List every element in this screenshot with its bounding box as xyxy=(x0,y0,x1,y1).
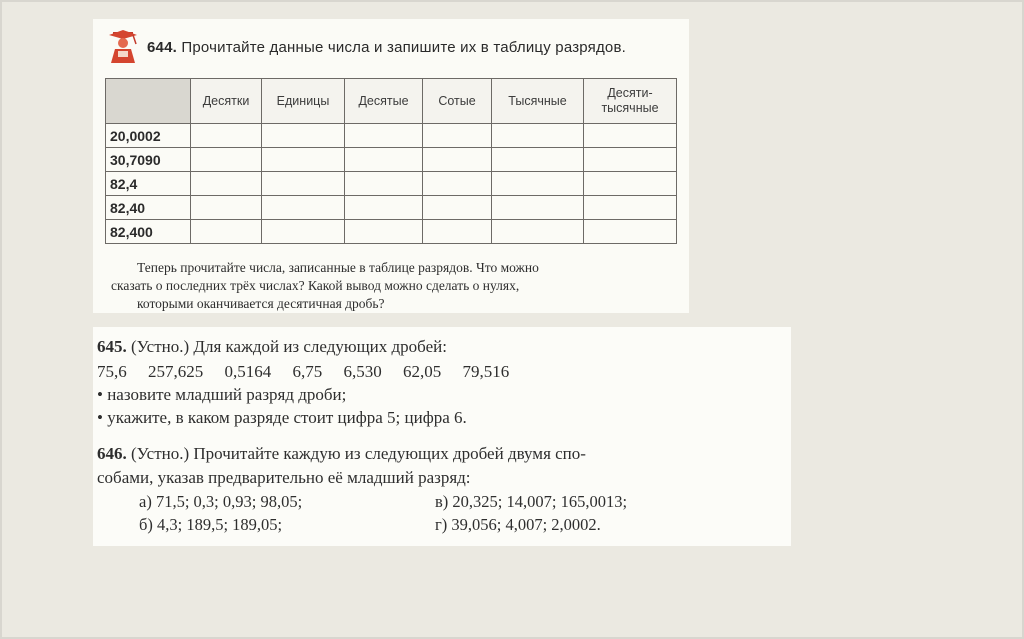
row-number: 82,40 xyxy=(106,196,191,220)
exercise-646-title-line2: собами, указав предварительно её младший разряд: xyxy=(97,468,471,487)
fraction-value: 62,05 xyxy=(403,362,442,381)
table-row xyxy=(106,124,677,148)
exercise-645-bullet-2: • укажите, в каком разряде стоит цифра 5; цифра 6. xyxy=(97,408,467,427)
table-cell xyxy=(191,172,262,196)
table-cell xyxy=(191,220,262,244)
table-cell xyxy=(345,172,423,196)
table-cell xyxy=(345,148,423,172)
table-row xyxy=(106,172,677,196)
table-cell xyxy=(492,148,584,172)
table-cell xyxy=(423,124,492,148)
table-cell xyxy=(584,124,677,148)
fraction-value: 75,6 xyxy=(97,362,127,381)
mascot-icon xyxy=(107,29,139,65)
header-units: Единицы xyxy=(262,79,345,124)
fraction-value: 0,5164 xyxy=(224,362,272,381)
exercise-646-part-v: в) 20,325; 14,007; 165,0013; xyxy=(435,492,628,511)
exercise-644-title xyxy=(147,39,626,56)
row-number: 82,4 xyxy=(106,172,191,196)
table-cell xyxy=(584,148,677,172)
table-row xyxy=(106,148,677,172)
fraction-value: 6,530 xyxy=(343,362,382,381)
exercises-645-646-card xyxy=(93,327,791,546)
header-ten-thousandths-line2: тысячные xyxy=(601,101,659,115)
table-cell xyxy=(423,196,492,220)
table-cell xyxy=(492,124,584,148)
header-hundredths: Сотые xyxy=(423,79,492,124)
table-cell xyxy=(262,172,345,196)
table-cell xyxy=(492,220,584,244)
exercise-644-task: Прочитайте данные числа и запишите их в таблицу разрядов. xyxy=(181,38,626,56)
header-tens: Десятки xyxy=(191,79,262,124)
fraction-value: 257,625 xyxy=(148,362,204,381)
exercise-646-task: (Устно.) Прочитайте каждую из следующих дробей двумя спо- xyxy=(131,444,586,463)
exercise-646-title xyxy=(97,444,586,464)
table-cell xyxy=(191,124,262,148)
exercise-644-question xyxy=(111,259,683,313)
table-header-row xyxy=(106,79,677,124)
exercise-645-number: 645. xyxy=(97,337,127,356)
exercise-646-part-b: б) 4,3; 189,5; 189,05; xyxy=(139,515,283,534)
table-cell xyxy=(584,172,677,196)
exercise-645-title xyxy=(97,337,447,357)
exercise-645-task: (Устно.) Для каждой из следующих дробей: xyxy=(131,337,447,356)
question-line: которыми оканчивается десятичная дробь? xyxy=(137,296,385,311)
table-cell xyxy=(423,172,492,196)
fraction-value: 6,75 xyxy=(292,362,323,381)
exercise-644-card xyxy=(93,19,689,313)
table-row xyxy=(106,220,677,244)
table-row xyxy=(106,196,677,220)
question-line: Теперь прочитайте числа, записанные в таблице разрядов. Что можно xyxy=(137,260,539,275)
table-cell xyxy=(492,196,584,220)
table-cell xyxy=(345,220,423,244)
exercise-646-number: 646. xyxy=(97,444,127,463)
header-tenths: Десятые xyxy=(345,79,423,124)
table-cell xyxy=(191,196,262,220)
exercise-645-bullet-1: • назовите младший разряд дроби; xyxy=(97,385,347,404)
table-cell xyxy=(262,220,345,244)
place-value-table xyxy=(105,78,677,244)
exercise-646-part-a: а) 71,5; 0,3; 0,93; 98,05; xyxy=(139,492,303,511)
row-number: 82,400 xyxy=(106,220,191,244)
table-cell xyxy=(423,148,492,172)
table-cell xyxy=(492,172,584,196)
table-cell xyxy=(262,148,345,172)
row-number: 30,7090 xyxy=(106,148,191,172)
exercise-644-number: 644. xyxy=(147,38,177,56)
table-cell xyxy=(262,196,345,220)
table-cell xyxy=(345,124,423,148)
table-cell xyxy=(345,196,423,220)
exercise-645-numbers xyxy=(97,362,526,382)
header-ten-thousandths xyxy=(584,79,677,124)
table-cell xyxy=(423,220,492,244)
table-corner-cell xyxy=(106,79,191,124)
header-thousandths: Тысячные xyxy=(492,79,584,124)
header-ten-thousandths-line1: Десяти- xyxy=(607,86,653,100)
table-cell xyxy=(191,148,262,172)
exercise-644-header xyxy=(107,29,626,65)
fraction-value: 79,516 xyxy=(462,362,510,381)
question-line: сказать о последних трёх числах? Какой вывод можно сделать о нулях, xyxy=(111,278,520,293)
table-cell xyxy=(262,124,345,148)
exercise-646-part-g: г) 39,056; 4,007; 2,0002. xyxy=(435,515,601,534)
table-cell xyxy=(584,220,677,244)
table-cell xyxy=(584,196,677,220)
row-number: 20,0002 xyxy=(106,124,191,148)
